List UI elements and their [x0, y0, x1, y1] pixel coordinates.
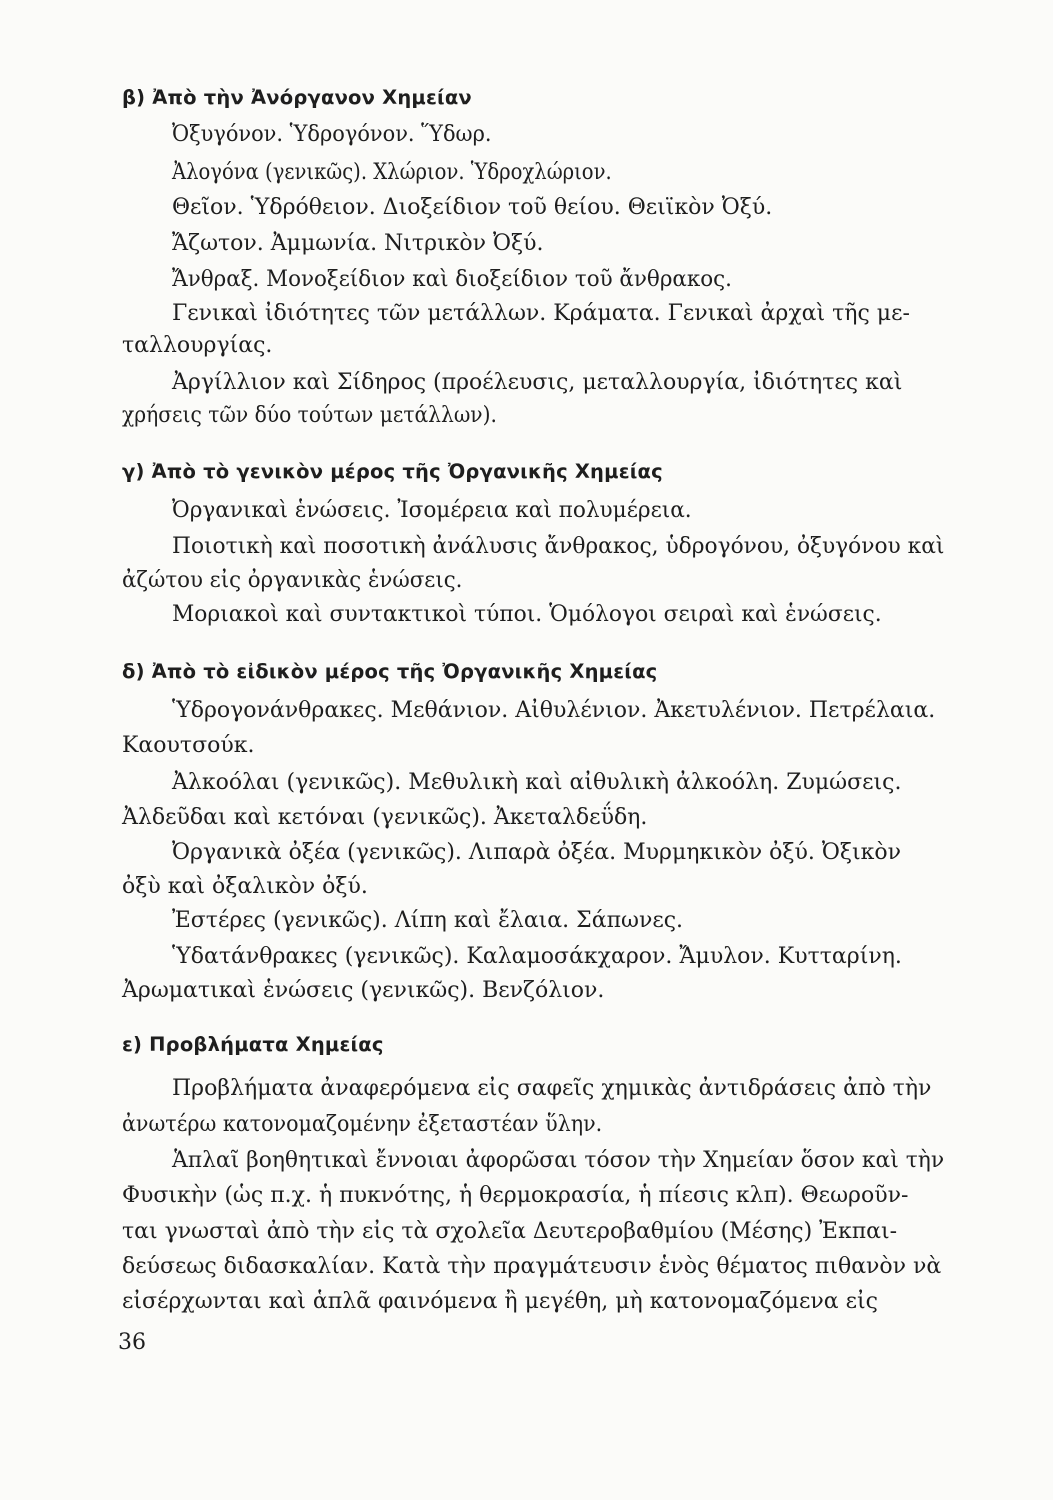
text-line: χρήσεις τῶν δύο τούτων μετάλλων). — [122, 403, 497, 428]
section-heading-beta: β) Ἀπὸ τὴν Ἀνόργανον Χημείαν — [122, 86, 472, 109]
text-line: Θεῖον. Ὑδρόθειον. Διοξείδιον τοῦ θείου. Θειϊκὸν Ὀξύ. — [172, 195, 773, 220]
text-line: Ὀργανικὰ ὀξέα (γενικῶς). Λιπαρὰ ὀξέα. Μυρμηκικὸν ὀξύ. Ὀξικὸν — [172, 840, 902, 865]
page-number: 36 — [118, 1330, 146, 1355]
text-line: Ἀργίλλιον καὶ Σίδηρος (προέλευσις, μεταλλουργία, ἰδιότητες καὶ — [172, 370, 903, 395]
text-line: Ὑδρογονάνθρακες. Μεθάνιον. Αἰθυλένιον. Ἀκετυλένιον. Πετρέλαια. — [172, 698, 936, 723]
text-line: Ἀλδεῦδαι καὶ κετόναι (γενικῶς). Ἀκεταλδεΰδη. — [122, 805, 648, 830]
text-line: Ἀρωματικαὶ ἑνώσεις (γενικῶς). Βενζόλιον. — [122, 978, 605, 1003]
text-line: ἀνωτέρω κατονομαζομένην ἐξεταστέαν ὕλην. — [122, 1112, 603, 1137]
text-line: Προβλήματα ἀναφερόμενα εἰς σαφεῖς χημικὰς ἀντιδράσεις ἀπὸ τὴν — [172, 1076, 932, 1101]
text-line: Ποιοτικὴ καὶ ποσοτικὴ ἀνάλυσις ἄνθρακος, ὑδρογόνου, ὀξυγόνου καὶ — [172, 534, 945, 559]
text-line: Ὀξυγόνον. Ὑδρογόνον. Ὕδωρ. — [172, 122, 492, 147]
text-line: Ἀλογόνα (γενικῶς). Χλώριον. Ὑδροχλώριον. — [172, 160, 612, 185]
text-line: Ἄνθραξ. Μονοξείδιον καὶ διοξείδιον τοῦ ἄνθρακος. — [172, 267, 732, 292]
text-line: Φυσικὴν (ὡς π.χ. ἡ πυκνότης, ἡ θερμοκρασία, ἡ πίεσις κλπ). Θεωροῦν- — [122, 1183, 909, 1208]
section-heading-gamma: γ) Ἀπὸ τὸ γενικὸν μέρος τῆς Ὀργανικῆς Χημείας — [122, 460, 663, 483]
text-line: Ὀργανικαὶ ἑνώσεις. Ἰσομέρεια καὶ πολυμέρεια. — [172, 498, 692, 523]
text-line: Καουτσούκ. — [122, 733, 255, 758]
text-line: ταλλουργίας. — [122, 333, 273, 358]
text-line: Γενικαὶ ἰδιότητες τῶν μετάλλων. Κράματα. Γενικαὶ ἀρχαὶ τῆς με- — [172, 301, 910, 326]
text-line: Ὑδατάνθρακες (γενικῶς). Καλαμοσάκχαρον. Ἄμυλον. Κυτταρίνη. — [172, 944, 902, 969]
text-line: δεύσεως διδασκαλίαν. Κατὰ τὴν πραγμάτευσιν ἑνὸς θέματος πιθανὸν νὰ — [122, 1254, 942, 1279]
text-line: ὀξὺ καὶ ὀξαλικὸν ὀξύ. — [122, 874, 368, 899]
text-line: Ἐστέρες (γενικῶς). Λίπη καὶ ἔλαια. Σάπωνες. — [172, 908, 684, 933]
text-line: ἀζώτου εἰς ὀργανικὰς ἑνώσεις. — [122, 568, 463, 593]
text-line: Ἄζωτον. Ἀμμωνία. Νιτρικὸν Ὀξύ. — [172, 231, 544, 256]
text-line: ται γνωσταὶ ἀπὸ τὴν εἰς τὰ σχολεῖα Δευτεροβαθμίου (Μέσης) Ἐκπαι- — [122, 1219, 898, 1244]
section-heading-epsilon: ε) Προβλήματα Χημείας — [122, 1033, 384, 1056]
text-line: Ἀλκοόλαι (γενικῶς). Μεθυλικὴ καὶ αἰθυλικὴ ἀλκοόλη. Ζυμώσεις. — [172, 770, 902, 795]
text-line: εἰσέρχωνται καὶ ἁπλᾶ φαινόμενα ἢ μεγέθη, μὴ κατονομαζόμενα εἰς — [122, 1289, 878, 1314]
text-line: Ἁπλαῖ βοηθητικαὶ ἔννοιαι ἀφορῶσαι τόσον τὴν Χημείαν ὅσον καὶ τὴν — [172, 1148, 945, 1173]
section-heading-delta: δ) Ἀπὸ τὸ εἰδικὸν μέρος τῆς Ὀργανικῆς Χημείας — [122, 660, 658, 683]
text-line: Μοριακοὶ καὶ συντακτικοὶ τύποι. Ὁμόλογοι σειραὶ καὶ ἑνώσεις. — [172, 602, 882, 627]
